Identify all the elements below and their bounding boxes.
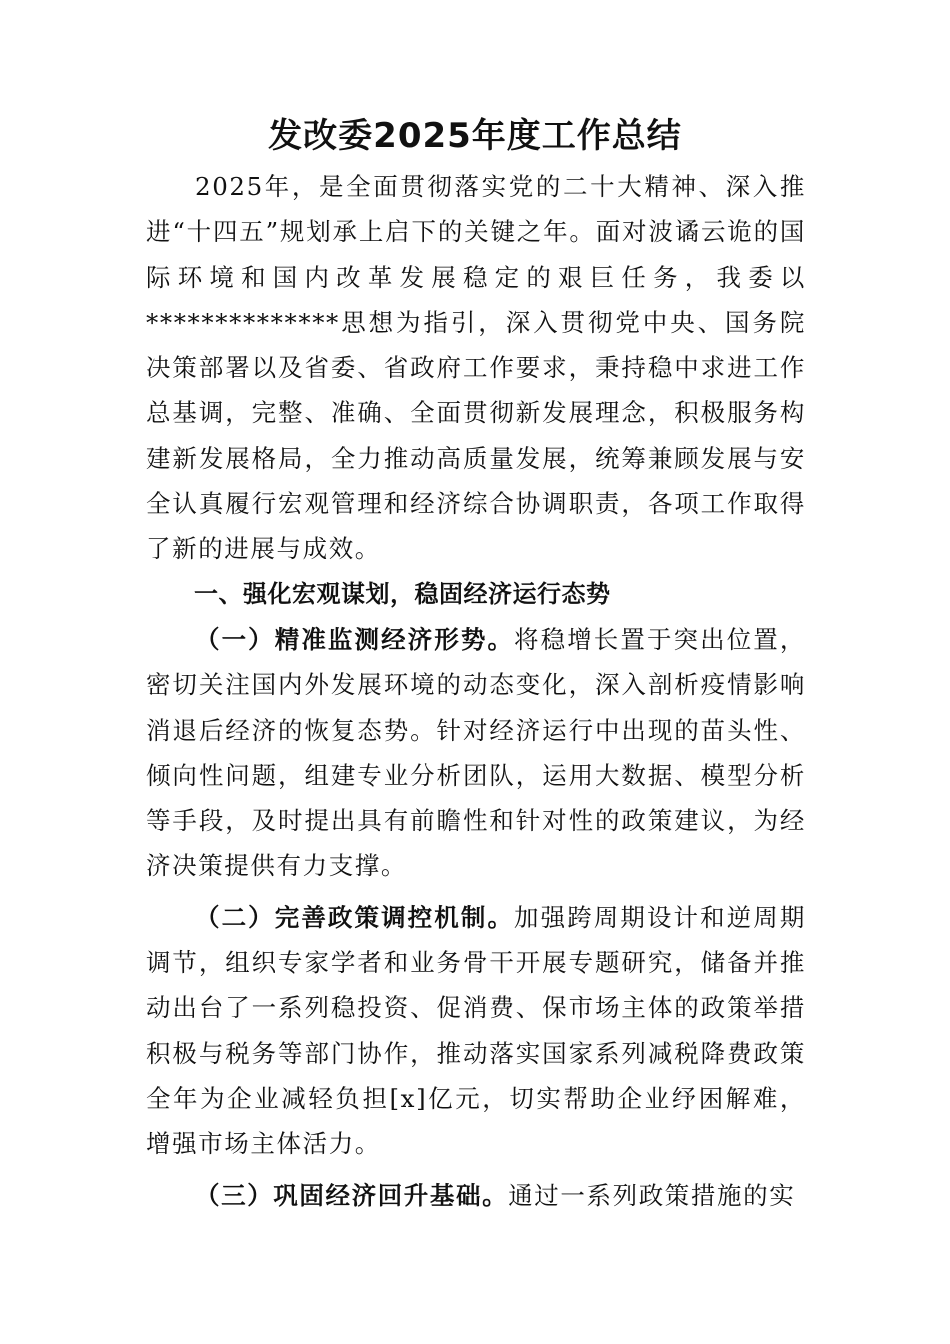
item-text-3: 通过一系列政策措施的实: [508, 1180, 796, 1210]
document-body: [146, 164, 806, 1218]
item-lead-3: （三）巩固经济回升基础。: [195, 1180, 509, 1210]
item-paragraph-3: [146, 1173, 806, 1218]
section-heading: 一、强化宏观谋划，稳固经济运行态势: [194, 579, 611, 608]
item-lead-1: （一）精准监测经济形势。: [195, 624, 515, 654]
item-paragraph-1: [146, 617, 806, 889]
item-text-1: 将稳增长置于突出位置，密切关注国内外发展环境的动态变化，深入剖析疫情影响消退后经济的恢复态势。针对经济运行中出现的苗头性、倾向性问题，组建专业分析团队，运用大数据、模型分析等手段，及时提出具有前瞻性和针对性的政策建议，为经济决策提供有力支撑。: [146, 624, 806, 881]
item-text-2: 加强跨周期设计和逆周期调节，组织专家学者和业务骨干开展专题研究，储备并推动出台了一系列稳投资、促消费、保市场主体的政策举措积极与税务等部门协作，推动落实国家系列减税降费政策全年为企业减轻负担[x]亿元，切实帮助企业纾困解难，增强市场主体活力。: [146, 902, 806, 1159]
item-lead-2: （二）完善政策调控机制。: [195, 902, 515, 932]
intro-paragraph: 2025年，是全面贯彻落实党的二十大精神、深入推进“十四五”规划承上启下的关键之年。面对波谲云诡的国际环境和国内改革发展稳定的艰巨任务，我委以**************思想为指引，深入贯彻党中央、国务院决策部署以及省委、省政府工作要求，秉持稳中求进工作总基调，完整、准确、全面贯彻新发展理念，积极服务构建新发展格局，全力推动高质量发展，统筹兼顾发展与安全认真履行宏观管理和经济综合协调职责，各项工作取得了新的进展与成效。: [146, 172, 806, 564]
document-title: 发改委2025年度工作总结: [268, 116, 682, 156]
item-paragraph-2: [146, 895, 806, 1167]
